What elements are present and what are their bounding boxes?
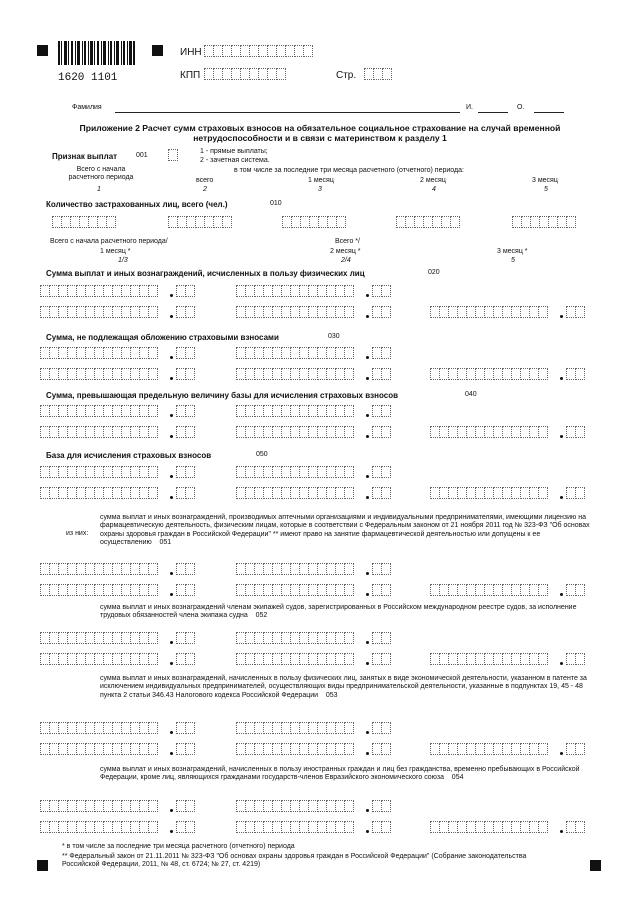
decimal-point [560,315,563,318]
decimal-point [170,731,173,734]
decimal-point [170,435,173,438]
input-cell[interactable] [381,653,391,665]
decimal-point [170,593,173,596]
input-cell[interactable] [185,285,195,297]
input-cell[interactable] [538,426,548,438]
input-cell[interactable] [185,347,195,359]
decimal-point [560,435,563,438]
col2-header-month-3: 3 месяц * [497,248,528,255]
decimal-point [560,662,563,665]
input-cell[interactable] [344,821,354,833]
section-053-description: сумма выплат и иных вознаграждений, начисленных в пользу физических лиц, занятых в виде экономической деятельности, указанном в патенте за исключением индивидуальных предпринимателей, осуществляющих виды предпринимательской деятельности, указанные в подпунктах 19, 45 - 48 пункта 2 статьи 346.43 Налогового кодекса Российской Федерации [100,675,587,699]
sign-option-2: 2 - зачетная система. [200,157,270,164]
input-cell[interactable] [575,653,585,665]
corner-marker-top-left [37,45,48,56]
input-cell[interactable] [148,306,158,318]
decimal-point [560,593,563,596]
inn-label: ИНН [180,47,202,58]
decimal-point [366,572,369,575]
initial-o-label: О. [517,104,525,111]
input-cell[interactable] [148,466,158,478]
input-cell[interactable] [344,563,354,575]
decimal-point [170,414,173,417]
insured-field-4[interactable] [396,216,459,228]
initial-i-field[interactable] [478,112,508,113]
appendix-title: Приложение 2 Расчет сумм страховых взносов на обязательное социальное страхование на случай временной нетрудоспособности и в связи с материнством к разделу 1 [79,123,561,144]
decimal-point [366,315,369,318]
decimal-point [366,356,369,359]
input-cell[interactable] [106,216,116,228]
input-cell[interactable] [185,487,195,499]
input-cell[interactable] [344,306,354,318]
section-020-code: 020 [428,269,440,276]
input-cell[interactable] [538,743,548,755]
decimal-point [560,830,563,833]
col2-header-since-start: Всего с начала расчетного периода/ [50,238,168,245]
input-cell[interactable] [148,285,158,297]
input-cell[interactable] [185,722,195,734]
decimal-point [170,809,173,812]
decimal-point [170,315,173,318]
section-040-code: 040 [465,391,477,398]
col-number-4: 4 [432,186,436,193]
input-cell[interactable] [381,722,391,734]
section-051-text [100,514,590,548]
input-cell[interactable] [185,800,195,812]
decimal-point [170,356,173,359]
initial-o-field[interactable] [534,112,564,113]
input-cell[interactable] [566,216,576,228]
section-054-description: сумма выплат и иных вознаграждений, начисленных в пользу иностранных граждан и лиц без гражданства, временно пребывающих в Российской Федерации, кроме лиц, являющихся гражданами государств-членов Евразийского экономического союза [100,766,580,782]
section-054-text [100,766,590,783]
input-cell[interactable] [381,487,391,499]
decimal-point [560,752,563,755]
input-cell[interactable] [381,368,391,380]
input-cell[interactable] [185,426,195,438]
input-cell[interactable] [336,216,346,228]
input-cell[interactable] [148,563,158,575]
col2-header-month-2: 2 месяц * [330,248,361,255]
input-cell[interactable] [148,722,158,734]
input-cell[interactable] [344,653,354,665]
decimal-point [170,377,173,380]
insured-field-1[interactable] [52,216,115,228]
section-051-code: 051 [159,539,172,547]
decimal-point [366,752,369,755]
decimal-point [366,731,369,734]
page-field[interactable] [364,68,391,80]
section-050-label: База для исчисления страховых взносов [46,451,212,460]
input-cell[interactable] [185,653,195,665]
corner-marker-bottom-left [37,860,48,871]
decimal-point [366,377,369,380]
inn-field[interactable] [204,45,312,57]
section-052-description: сумма выплат и иных вознаграждений членам экипажей судов, зарегистрированных в Российском международном реестре судов, за исполнение трудовых обязанностей члена экипажа судна [100,604,577,620]
insured-field-2[interactable] [168,216,231,228]
col-header-since-start: Всего с начала расчетного периода [68,166,134,182]
input-cell[interactable] [185,821,195,833]
input-cell[interactable] [344,584,354,596]
col-header-month-2: 2 месяц [420,177,446,184]
input-cell[interactable] [344,368,354,380]
input-cell[interactable] [381,347,391,359]
surname-label: Фамилия [72,104,102,111]
input-cell[interactable] [344,487,354,499]
input-cell[interactable] [148,584,158,596]
input-cell[interactable] [185,405,195,417]
input-cell[interactable] [344,722,354,734]
input-cell[interactable] [344,800,354,812]
footnote-2: ** Федеральный закон от 21.11.2011 № 323-ФЗ "Об основах охраны здоровья граждан в Российской Федерации" (Собрание законодательства Российской Федерации, 2011, № 48, ст. 6724; № 27, ст. 4219) [62,853,527,869]
input-cell[interactable] [185,632,195,644]
kpp-field[interactable] [204,68,285,80]
decimal-point [366,641,369,644]
section-052-text [100,604,590,621]
input-cell[interactable] [185,368,195,380]
col2-number-5: 5 [511,257,515,264]
input-cell[interactable] [381,632,391,644]
decimal-point [366,496,369,499]
input-cell[interactable] [381,584,391,596]
input-cell[interactable] [381,821,391,833]
sign-option-1: 1 - прямые выплаты; [200,148,268,155]
input-cell[interactable] [538,368,548,380]
input-cell[interactable] [148,347,158,359]
input-cell[interactable] [344,285,354,297]
decimal-point [170,641,173,644]
input-cell[interactable] [381,743,391,755]
decimal-point [366,593,369,596]
input-cell[interactable] [538,821,548,833]
col-number-2: 2 [203,186,207,193]
decimal-point [170,662,173,665]
input-cell[interactable] [344,466,354,478]
input-cell[interactable] [148,426,158,438]
input-cell[interactable] [148,800,158,812]
input-cell[interactable] [575,487,585,499]
insured-code: 010 [270,200,282,207]
section-050-code: 050 [256,451,268,458]
col2-number-1-3: 1/3 [118,257,128,264]
input-cell[interactable] [148,743,158,755]
input-cell[interactable] [382,68,392,80]
section-054-code: 054 [451,774,464,782]
input-cell[interactable] [344,426,354,438]
input-cell[interactable] [344,743,354,755]
decimal-point [366,662,369,665]
section-030-code: 030 [328,333,340,340]
section-030-label: Сумма, не подлежащая обложению страховыми взносами [46,333,279,342]
col-number-1: 1 [97,186,101,193]
decimal-point [366,414,369,417]
barcode-image [58,41,136,73]
input-cell[interactable] [575,306,585,318]
page-label: Стр. [336,70,357,81]
section-040-label: Сумма, превышающая предельную величину базы для исчисления страховых взносов [46,391,398,400]
input-cell[interactable] [381,563,391,575]
section-053-code: 053 [325,691,338,699]
input-cell[interactable] [381,800,391,812]
col-number-5: 5 [544,186,548,193]
input-cell[interactable] [148,487,158,499]
decimal-point [560,377,563,380]
decimal-point [170,294,173,297]
insured-field-3[interactable] [282,216,345,228]
col-header-last-three: в том числе за последние три месяца расчетного (отчетного) периода: [234,167,464,174]
decimal-point [560,496,563,499]
input-cell[interactable] [575,743,585,755]
decimal-point [170,572,173,575]
decimal-point [170,752,173,755]
input-cell[interactable] [381,285,391,297]
col-header-month-3: 3 месяц [532,177,558,184]
decimal-point [170,496,173,499]
input-cell[interactable] [168,149,178,161]
input-cell[interactable] [575,821,585,833]
sign-field[interactable] [168,149,177,161]
corner-marker-top-right [152,45,163,56]
col-number-3: 3 [318,186,322,193]
input-cell[interactable] [148,405,158,417]
input-cell[interactable] [381,426,391,438]
sign-code: 001 [136,152,148,159]
footnote-1: * в том числе за последние три месяца расчетного (отчетного) периода [62,843,295,850]
input-cell[interactable] [303,45,313,57]
decimal-point [366,809,369,812]
decimal-point [170,475,173,478]
decimal-point [366,830,369,833]
barcode [58,41,136,73]
input-cell[interactable] [381,306,391,318]
input-cell[interactable] [344,632,354,644]
input-cell[interactable] [185,466,195,478]
input-cell[interactable] [575,368,585,380]
input-cell[interactable] [381,405,391,417]
input-cell[interactable] [450,216,460,228]
input-cell[interactable] [185,584,195,596]
col-header-total: всего [196,177,214,184]
input-cell[interactable] [222,216,232,228]
section-051-description: сумма выплат и иных вознаграждений, производимых аптечными организациями и индивидуальными предпринимателями, имеющими лицензию на фармацевтическую деятельность, физическим лицам, которые в соответствии с Федеральным законом от 21 ноября 2011 год № 323-ФЗ "Об основах охраны здоровья граждан в Российской Федерации" ** имеют право на занятие фармацевтической деятельностью или допущены к ее осуществлению [100,514,590,547]
insured-label: Количество застрахованных лиц, всего (чел.) [46,200,228,209]
section-052-code: 052 [255,612,268,620]
section-020-label: Сумма выплат и иных вознаграждений, исчисленных в пользу физических лиц [46,269,365,278]
input-cell[interactable] [185,306,195,318]
input-cell[interactable] [148,632,158,644]
corner-marker-bottom-right [590,860,601,871]
initial-i-label: И. [466,104,473,111]
input-cell[interactable] [148,368,158,380]
surname-field[interactable] [115,112,460,113]
of-which-label: из них: [66,530,89,537]
input-cell[interactable] [575,584,585,596]
input-cell[interactable] [148,821,158,833]
input-cell[interactable] [148,653,158,665]
input-cell[interactable] [185,743,195,755]
decimal-point [170,830,173,833]
barcode-number: 1620 1101 [58,72,118,84]
input-cell[interactable] [276,68,286,80]
decimal-point [366,294,369,297]
decimal-point [366,475,369,478]
input-cell[interactable] [538,584,548,596]
input-cell[interactable] [381,466,391,478]
input-cell[interactable] [344,347,354,359]
kpp-label: КПП [180,70,201,81]
input-cell[interactable] [538,306,548,318]
insured-field-5[interactable] [512,216,575,228]
input-cell[interactable] [538,487,548,499]
input-cell[interactable] [538,653,548,665]
section-053-text [100,675,590,700]
input-cell[interactable] [185,563,195,575]
input-cell[interactable] [575,426,585,438]
col2-header-total: Всего */ [335,238,360,245]
input-cell[interactable] [344,405,354,417]
sign-label: Признак выплат [52,152,118,161]
col2-header-month-1: 1 месяц * [100,248,131,255]
col2-number-2-4: 2/4 [341,257,351,264]
decimal-point [366,435,369,438]
col-header-month-1: 1 месяц [308,177,334,184]
